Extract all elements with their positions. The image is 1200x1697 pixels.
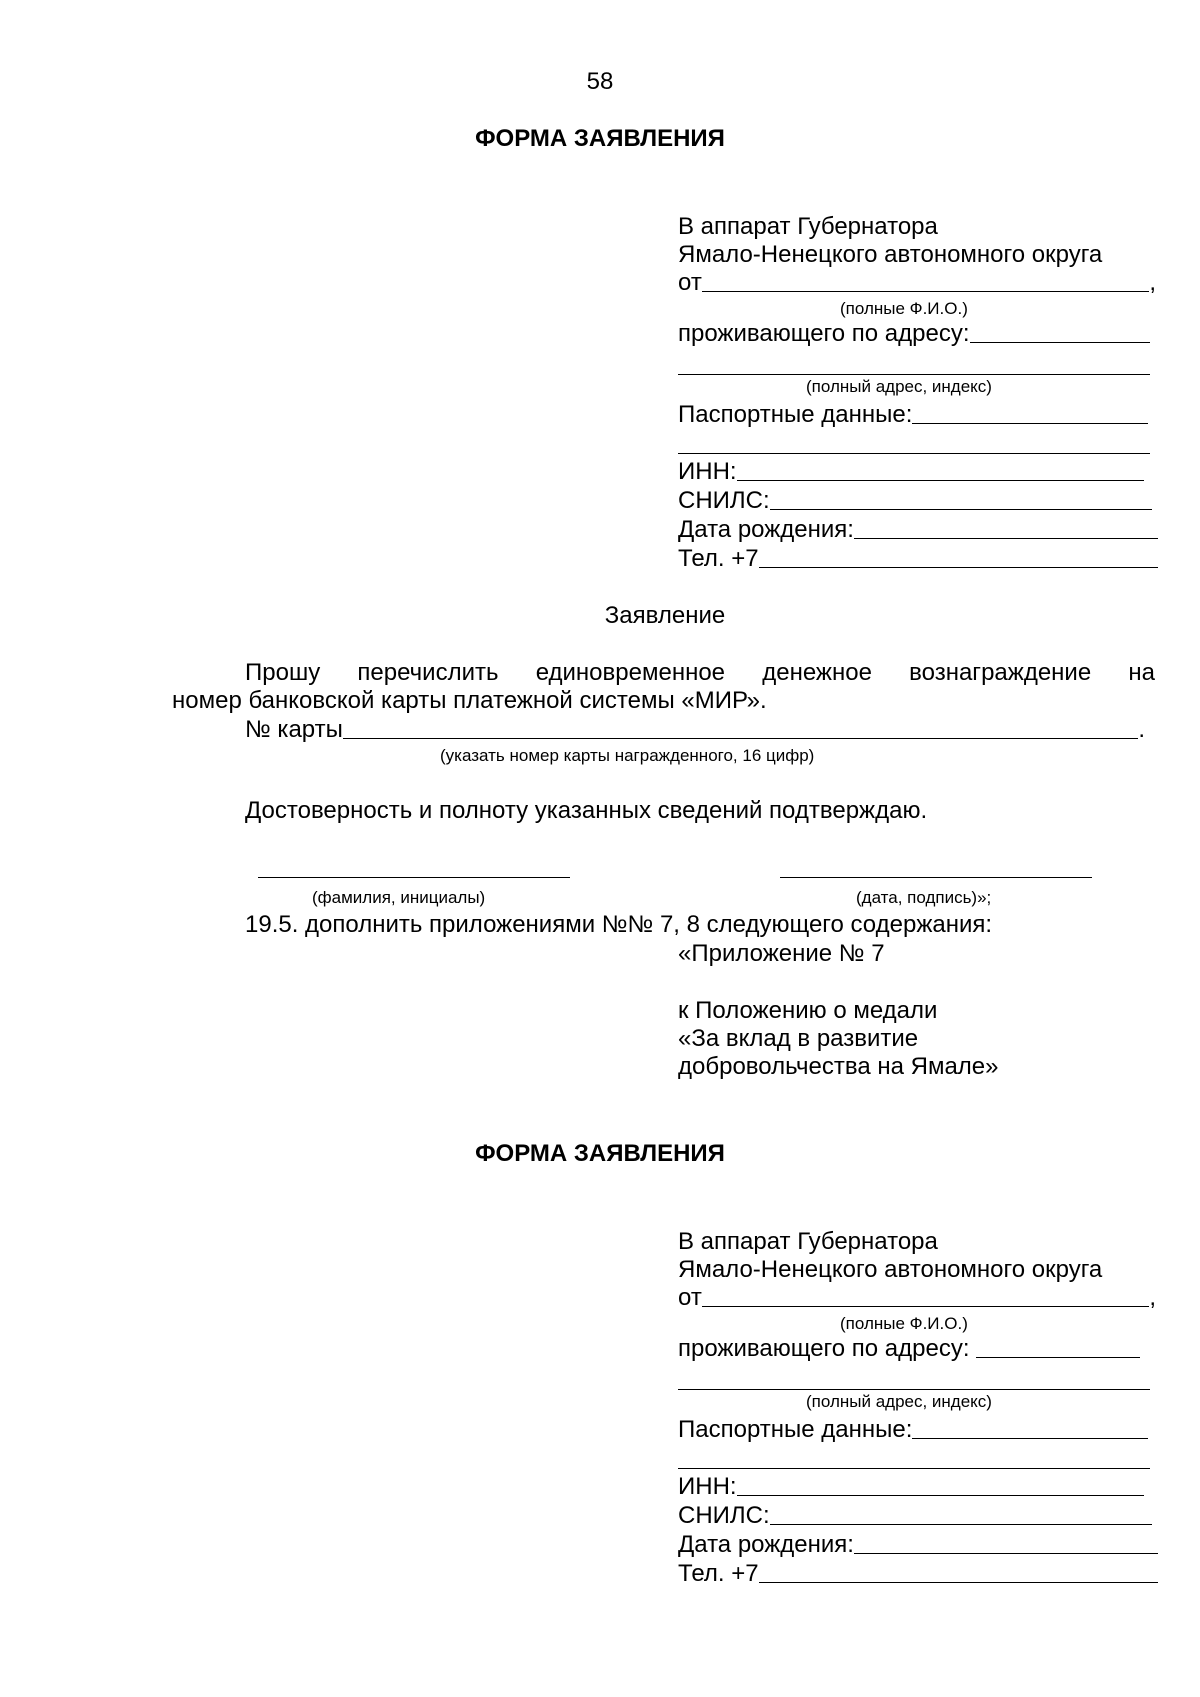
amendment-text: 19.5. дополнить приложениями №№ 7, 8 следующего содержания: bbox=[245, 911, 993, 938]
from-blank bbox=[702, 291, 1150, 292]
phone-label: Тел. +7 bbox=[678, 545, 759, 572]
confirm-statement: Достоверность и полноту указанных сведений подтверждаю. bbox=[245, 797, 928, 824]
passport-blank bbox=[912, 1438, 1148, 1439]
snils-blank bbox=[770, 1524, 1152, 1525]
inn-field bbox=[678, 1473, 1144, 1501]
passport-label: Паспортные данные: bbox=[678, 1416, 913, 1443]
address-hint: (полный адрес, индекс) bbox=[806, 1392, 992, 1411]
inn-blank bbox=[737, 1495, 1144, 1496]
card-end: . bbox=[1138, 716, 1145, 743]
address-blank bbox=[970, 342, 1150, 343]
inn-blank bbox=[737, 480, 1144, 481]
passport-blank bbox=[912, 423, 1148, 424]
signature-date-line bbox=[780, 877, 1092, 878]
inn-label: ИНН: bbox=[678, 1473, 737, 1500]
statement-para-line2: номер банковской карты платежной системы «МИР». bbox=[172, 687, 767, 714]
snils-blank bbox=[770, 509, 1152, 510]
appendix-ref-line1: к Положению о медали bbox=[678, 997, 938, 1024]
address-field bbox=[678, 320, 1150, 348]
phone-field bbox=[678, 545, 1158, 573]
phone-blank bbox=[759, 1582, 1158, 1583]
recipient-line1: В аппарат Губернатора bbox=[678, 1228, 938, 1255]
statement-para-line1: Прошу перечислить единовременное денежное вознаграждение на bbox=[245, 659, 1155, 686]
snils-field bbox=[678, 487, 1152, 515]
passport-field bbox=[678, 1416, 1148, 1444]
passport-label: Паспортные данные: bbox=[678, 401, 913, 428]
page-number: 58 bbox=[586, 68, 614, 95]
statement-title: Заявление bbox=[604, 602, 726, 629]
from-field bbox=[678, 269, 1156, 297]
card-field bbox=[245, 716, 1145, 744]
address-line-2 bbox=[678, 1389, 1150, 1390]
from-field bbox=[678, 1284, 1156, 1312]
card-label: № карты bbox=[245, 716, 343, 743]
snils-label: СНИЛС: bbox=[678, 487, 770, 514]
snils-field bbox=[678, 1502, 1152, 1530]
address-label: проживающего по адресу: bbox=[678, 320, 970, 347]
signature-name-line bbox=[258, 877, 570, 878]
birth-field bbox=[678, 1531, 1158, 1559]
appendix-ref-line3: добровольчества на Ямале» bbox=[678, 1053, 999, 1080]
from-label: от bbox=[678, 1284, 702, 1311]
signature-date-hint: (дата, подпись)»; bbox=[856, 888, 992, 907]
form-title: ФОРМА ЗАЯВЛЕНИЯ bbox=[475, 125, 725, 152]
recipient-line2: Ямало-Ненецкого автономного округа bbox=[678, 1256, 1103, 1283]
recipient-line1: В аппарат Губернатора bbox=[678, 213, 938, 240]
snils-label: СНИЛС: bbox=[678, 1502, 770, 1529]
fio-hint: (полные Ф.И.О.) bbox=[840, 299, 968, 318]
address-field bbox=[678, 1335, 1140, 1363]
from-suffix: , bbox=[1149, 1284, 1156, 1311]
passport-field bbox=[678, 401, 1148, 429]
card-blank bbox=[343, 738, 1138, 739]
card-hint: (указать номер карты награжденного, 16 цифр) bbox=[440, 746, 815, 765]
birth-label: Дата рождения: bbox=[678, 516, 854, 543]
birth-blank bbox=[854, 1553, 1158, 1554]
from-suffix: , bbox=[1149, 269, 1156, 296]
inn-label: ИНН: bbox=[678, 458, 737, 485]
from-label: от bbox=[678, 269, 702, 296]
address-blank bbox=[976, 1357, 1140, 1358]
form-title-2: ФОРМА ЗАЯВЛЕНИЯ bbox=[475, 1140, 725, 1167]
phone-field bbox=[678, 1560, 1158, 1588]
fio-hint: (полные Ф.И.О.) bbox=[840, 1314, 968, 1333]
address-hint: (полный адрес, индекс) bbox=[806, 377, 992, 396]
appendix-title: «Приложение № 7 bbox=[678, 940, 885, 967]
from-blank bbox=[702, 1306, 1150, 1307]
passport-line-2 bbox=[678, 1468, 1150, 1469]
phone-blank bbox=[759, 567, 1158, 568]
passport-line-2 bbox=[678, 453, 1150, 454]
signature-name-hint: (фамилия, инициалы) bbox=[312, 888, 486, 907]
inn-field bbox=[678, 458, 1144, 486]
address-line-2 bbox=[678, 374, 1150, 375]
birth-field bbox=[678, 516, 1158, 544]
appendix-ref-line2: «За вклад в развитие bbox=[678, 1025, 919, 1052]
birth-label: Дата рождения: bbox=[678, 1531, 854, 1558]
address-label: проживающего по адресу: bbox=[678, 1335, 977, 1362]
birth-blank bbox=[854, 538, 1158, 539]
recipient-line2: Ямало-Ненецкого автономного округа bbox=[678, 241, 1103, 268]
phone-label: Тел. +7 bbox=[678, 1560, 759, 1587]
